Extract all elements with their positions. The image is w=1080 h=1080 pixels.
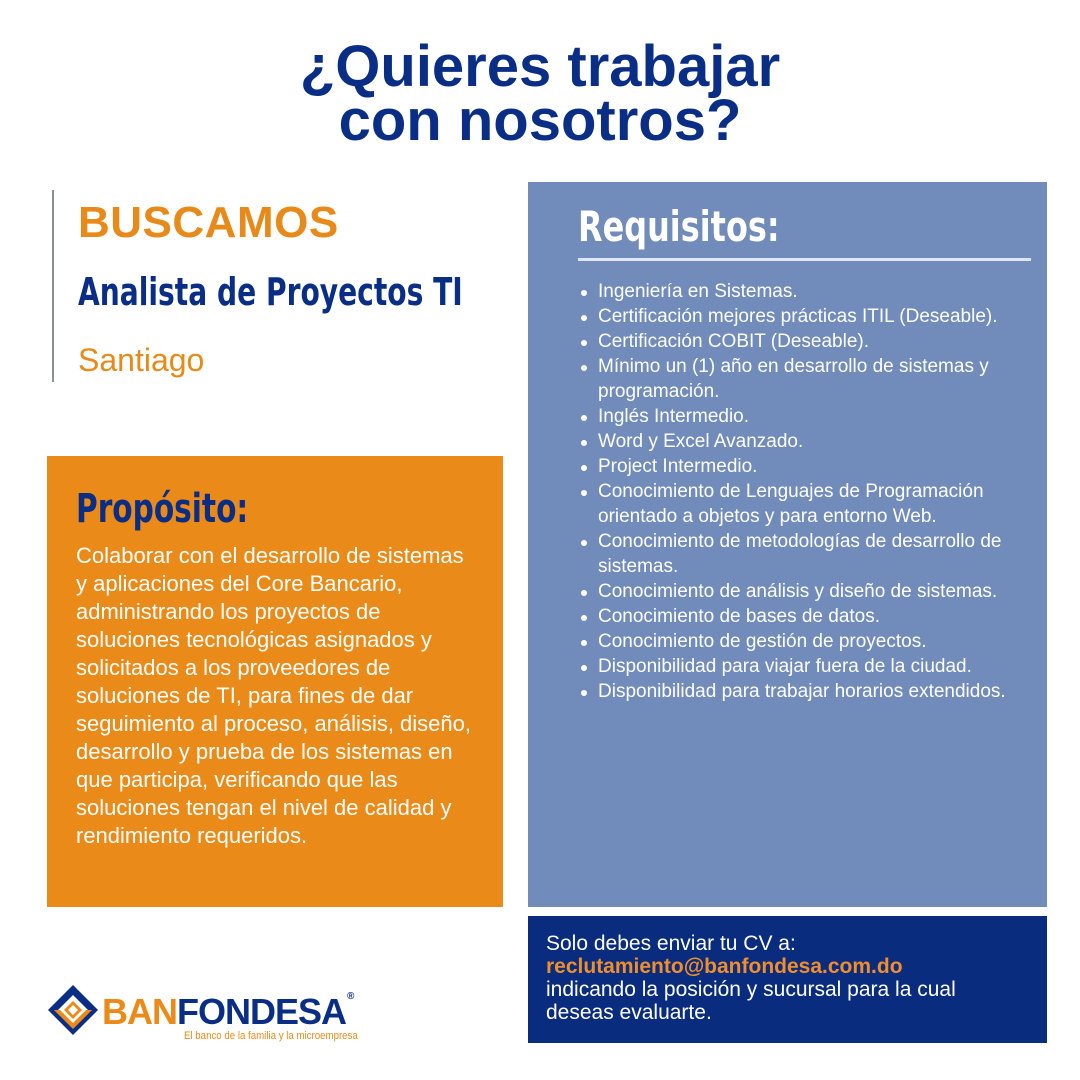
requirement-item: Conocimiento de bases de datos.: [578, 604, 1031, 629]
requirement-item: Disponibilidad para viajar fuera de la ciudad.: [578, 654, 1031, 679]
requirement-item: Conocimiento de análisis y diseño de sistemas.: [578, 579, 1031, 604]
requirement-item: Project Intermedio.: [578, 454, 1031, 479]
requirements-divider: [578, 258, 1031, 261]
contact-instructions: indicando la posición y sucursal para la cual deseas evaluarte.: [546, 978, 956, 1024]
logo-tagline: El banco de la familia y la microempresa: [184, 1030, 358, 1042]
requirement-item: Conocimiento de metodologías de desarrollo de sistemas.: [578, 529, 1031, 579]
banfondesa-logo: [46, 983, 376, 1047]
purpose-heading: Propósito:: [76, 486, 249, 532]
position-title: Analista de Proyectos TI: [78, 270, 463, 314]
purpose-panel: [47, 456, 503, 907]
requirement-item: Conocimiento de gestión de proyectos.: [578, 629, 1031, 654]
requirement-item: Certificación COBIT (Deseable).: [578, 329, 1031, 354]
registered-mark: ®: [347, 991, 354, 1002]
requirement-item: Word y Excel Avanzado.: [578, 429, 1031, 454]
requirement-item: Mínimo un (1) año en desarrollo de sistemas y programación.: [578, 354, 1031, 404]
requirements-heading: Requisitos:: [578, 202, 780, 251]
requirement-item: Ingeniería en Sistemas.: [578, 279, 1031, 304]
requirements-list: [578, 279, 1031, 704]
logo-wordmark: [102, 991, 353, 1033]
seeking-label: BUSCAMOS: [78, 198, 339, 247]
headline: [0, 34, 1080, 153]
city-label: Santiago: [78, 342, 205, 378]
logo-word-fondesa: FONDESA: [177, 991, 347, 1032]
headline-line-1: ¿Quieres trabajar: [299, 34, 781, 99]
requirement-item: Disponibilidad para trabajar horarios extendidos.: [578, 679, 1031, 704]
requirement-item: Inglés Intermedio.: [578, 404, 1031, 429]
purpose-text: Colaborar con el desarrollo de sistemas y aplicaciones del Core Bancario, administrando los proyectos de soluciones tecnológicas asignados y solicitados a los proveedores de soluciones de TI, para fines de dar seguimiento al proceso, análisis, diseño, desarrollo y prueba de los sistemas en que participa, verificando que las soluciones tengan el nivel de calidad y rendimiento requeridos.: [76, 543, 472, 848]
job-intro: [52, 190, 512, 382]
contact-panel: [528, 916, 1047, 1043]
requirements-panel: [528, 182, 1047, 907]
headline-line-2: con nosotros?: [338, 88, 742, 153]
requirement-item: Conocimiento de Lenguajes de Programación orientado a objetos y para entorno Web.: [578, 479, 1031, 529]
requirement-item: Certificación mejores prácticas ITIL (Deseable).: [578, 304, 1031, 329]
logo-word-ban: BAN: [102, 991, 177, 1032]
contact-email-link[interactable]: reclutamiento@banfondesa.com.do: [546, 955, 903, 978]
banfondesa-logo-mark-icon: [46, 983, 100, 1037]
contact-intro: Solo debes enviar tu CV a:: [546, 932, 796, 955]
